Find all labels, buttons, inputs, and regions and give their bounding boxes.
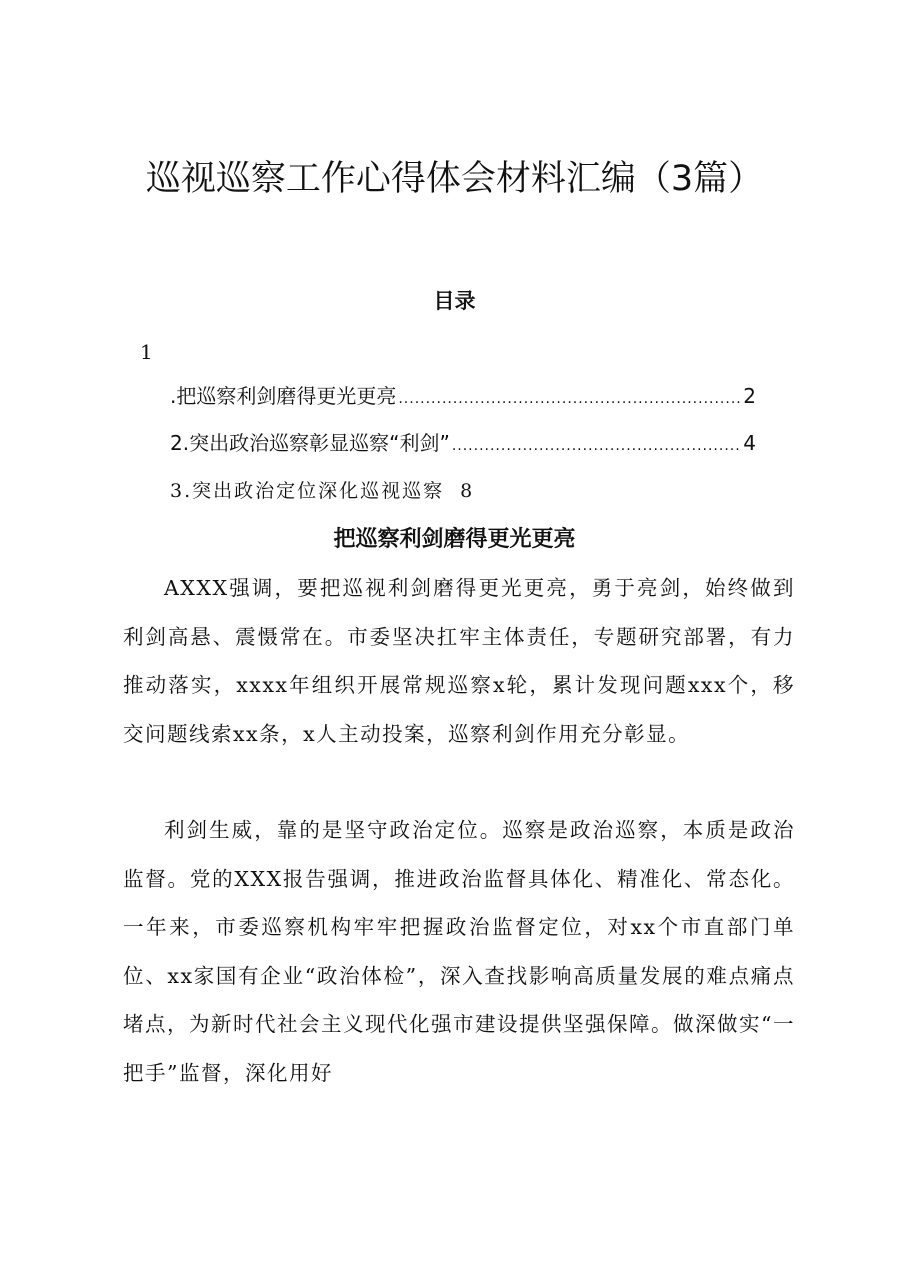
- toc-entry-label: 2.突出政治巡察彰显巡察“利剑”: [170, 431, 450, 455]
- toc-entry-2[interactable]: [170, 431, 756, 455]
- toc-entry-label: 3.突出政治定位深化巡视巡察: [170, 480, 445, 502]
- body-paragraph: AXXX强调，要把巡视利剑磨得更光更亮，勇于亮剑，始终做到利剑高悬、震慑常在。市委坚决扛牢主体责任，专题研究部署，有力推动落实，xxxx年组织开展常规巡察x轮，累计发现问题xxx个，移交问题线索xx条，x人主动投案，巡察利剑作用充分彰显。: [123, 576, 795, 746]
- toc-entry-3[interactable]: [170, 480, 756, 503]
- body-paragraph: 利剑生威，靠的是坚守政治定位。巡察是政治巡察，本质是政治监督。党的XXX报告强调，推进政治监督具体化、精准化、常态化。一年来，市委巡察机构牢牢把握政治监督定位，对xx个市直部门单位、xx家国有企业“政治体检”，深入查找影响高质量发展的难点痛点堵点，为新时代社会主义现代化强市建设提供坚强保障。做深做实“一把手”监督，深化用好: [123, 818, 795, 1085]
- toc-entry-page: 8: [460, 480, 473, 502]
- toc-entry-1[interactable]: [170, 384, 756, 408]
- toc-entry-page: 2: [743, 384, 756, 408]
- toc-entry-page: 4: [743, 431, 756, 455]
- toc-leader-dots: [398, 391, 741, 408]
- toc-heading: 目录: [433, 288, 476, 313]
- toc-leader-dots: [452, 438, 741, 455]
- toc-entry-label: .把巡察利剑磨得更光更亮: [170, 384, 397, 408]
- toc-number: 1: [140, 340, 153, 364]
- section-title: 把巡察利剑磨得更光更亮: [333, 526, 576, 552]
- document-title: 巡视巡察工作心得体会材料汇编（3篇）: [145, 159, 764, 199]
